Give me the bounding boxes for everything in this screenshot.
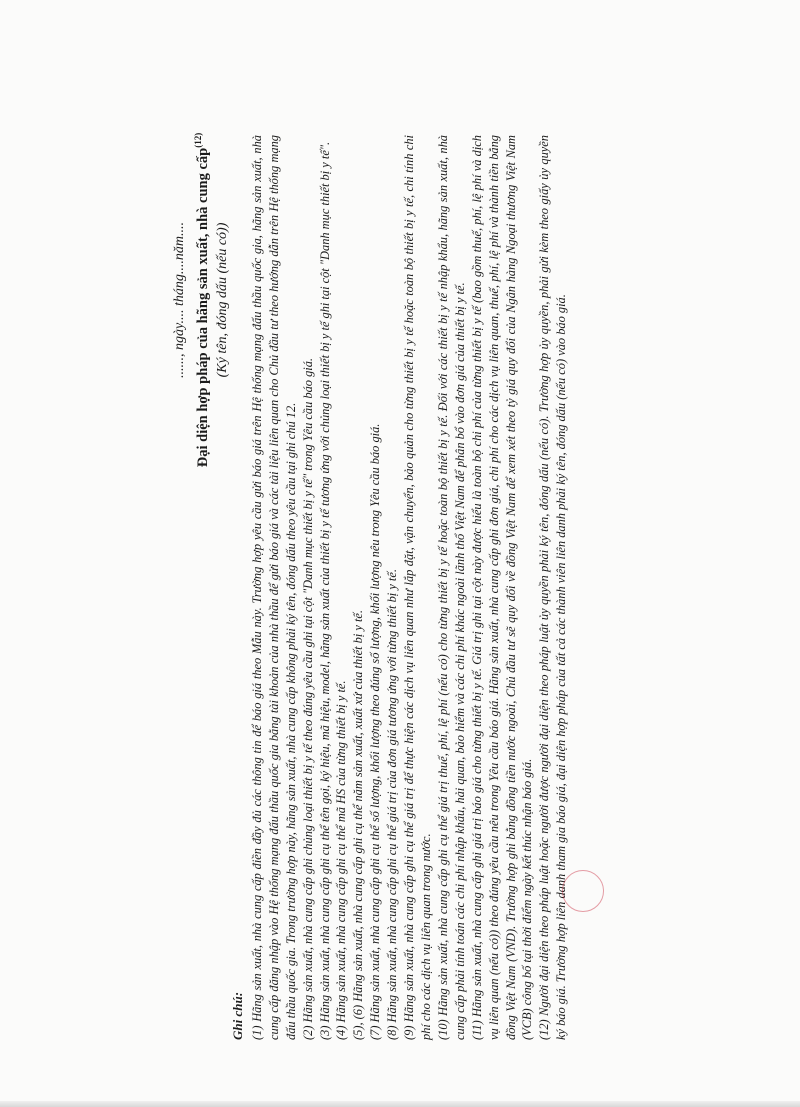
note-4: (4) Hãng sản xuất, nhà cung cấp ghi cụ thể mã HS của từng thiết bị y tế. (334, 680, 349, 1040)
notes-heading: Ghi chú: (230, 991, 245, 1040)
signature-title (189, 120, 213, 480)
note-1: (1) Hãng sản xuất, nhà cung cấp điền đầy đủ các thông tin để báo giá theo Mẫu này. Trường hợp yêu cầu gửi báo giá trên Hệ thống mạng đấu thầu quốc gia, hãng sản xuất, nhà cung cấp đăng nhập vào Hệ thống mạng đấu thầu quốc gia bằng tài khoản của nhà thầu để gửi báo giá và các tài liệu liên quan cho Chủ đầu tư theo hướng dẫn trên Hệ thống mạng đấu thầu quốc gia. Trong trường hợp này, hãng sản xuất, nhà cung cấp không phải ký tên, đóng dấu theo yêu cầu tại ghi chú 12. (249, 135, 298, 1040)
note-11: (11) Hãng sản xuất, nhà cung cấp ghi giá trị báo giá cho từng thiết bị y tế. Giá trị ghi tại cột này được hiểu là toàn bộ chi phí của từng thiết bị y tế (bao gồm thuế, phí, lệ phí và dịch vụ liên quan (nếu có)) theo đúng yêu cầu nêu trong Yêu cầu báo giá. Hãng sản xuất, nhà cung cấp ghi đơn giá, chi phí cho các dịch vụ liên quan, thuế, phí, lệ phí và thành tiền bằng đồng Việt Nam (VND). Trường hợp ghi bằng đồng tiền nước ngoài, Chủ đầu tư sẽ quy đổi về đồng Việt Nam để xem xét theo tỷ giá quy đổi của Ngân hàng Ngoại thương Việt Nam (VCB) công bố tại thời điểm ngày kết thúc nhận báo giá. (469, 135, 535, 1040)
red-stamp-mark (562, 870, 604, 912)
notes-section (230, 135, 570, 1040)
signature-block (160, 120, 232, 480)
note-2: (2) Hãng sản xuất, nhà cung cấp ghi chủng loại thiết bị y tế theo đúng yêu cầu ghi tại cột "Danh mục thiết bị y tế" trong Yêu cầu báo giá. (300, 357, 315, 1040)
note-7: (7) Hãng sản xuất, nhà cung cấp ghi cụ thể số lượng, khối lượng theo đúng số lượng, khối lượng nêu trong Yêu cầu báo giá. (368, 423, 383, 1040)
note-12: (12) Người đại diện theo pháp luật hoặc người được người đại diện theo pháp luật ủy quyền phải ký tên, đóng dấu (nếu có). Trường hợp ủy quyền, phải gửi kèm theo giấy ủy quyền ký báo giá. Trường hợp liên danh tham gia báo giá, đại diện hợp pháp của tất cả các thành viên liên danh phải ký tên, đóng dấu (nếu có) vào báo giá. (537, 135, 569, 1040)
signature-title-note: (12) (193, 132, 203, 148)
signature-title-text: Đại diện hợp pháp của hãng sản xuất, nhà cung cấp (194, 147, 211, 468)
note-8: (8) Hãng sản xuất, nhà cung cấp ghi cụ thể giá trị của đơn giá tương ứng với từng thiết bị y tế. (385, 569, 400, 1040)
note-5-6: (5), (6) Hãng sản xuất, nhà cung cấp ghi cụ thể năm sản xuất, xuất xứ của thiết bị y tế. (351, 609, 366, 1040)
note-9: (9) Hãng sản xuất, nhà cung cấp ghi cụ thể giá trị để thực hiện các dịch vụ liên quan như lắp đặt, vận chuyển, bảo quản cho từng thiết bị y tế hoặc toàn bộ thiết bị y tế, chi tính chi phí cho các dịch vụ liên quan trong nước. (402, 135, 433, 1040)
note-3: (3) Hãng sản xuất, nhà cung cấp ghi cụ thể tên gọi, ký hiệu, mã hiệu, model, hãng sản xuất của thiết bị y tế tương ứng với chủng loại thiết bị y tế ghi tại cột "Danh mục thiết bị y tế". (317, 141, 332, 1040)
signature-subtitle: (Ký tên, đóng dấu (nếu có)) (214, 222, 230, 378)
note-10: (10) Hãng sản xuất, nhà cung cấp ghi cụ thể giá trị thuế, phí, lệ phí (nếu có) cho từng thiết bị y tế hoặc toàn bộ thiết bị y tế. Đối với các thiết bị y tế nhập khẩu, hãng sản xuất, nhà cung cấp phải tính toán các chi phí nhập khẩu, hải quan, bảo hiểm và các chi phí khác ngoài lãnh thổ Việt Nam để phân bổ vào đơn giá của thiết bị y tế. (435, 135, 467, 1040)
signature-date-line: ......, ngày.... tháng....năm.... (172, 222, 187, 378)
rotated-sheet (160, 132, 720, 1040)
